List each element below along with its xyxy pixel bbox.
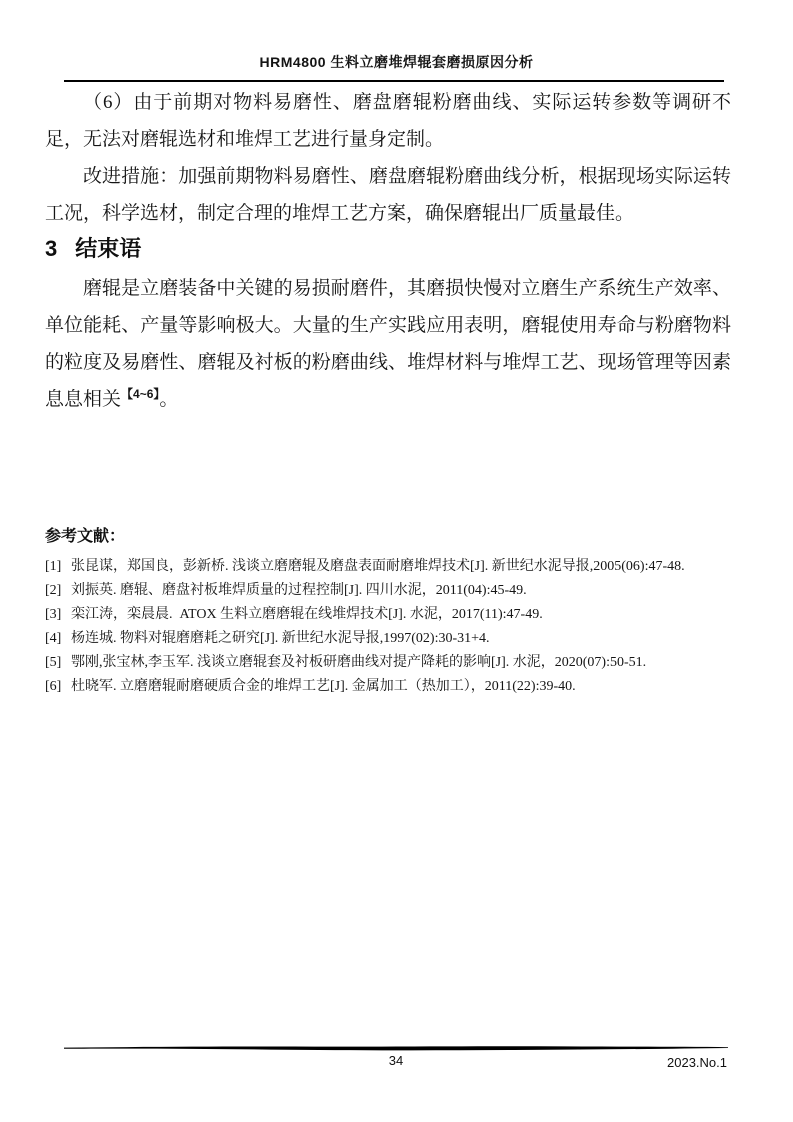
issue-label: 2023.No.1 xyxy=(667,1055,727,1070)
paragraph-improvement-measures: 改进措施：加强前期物料易磨性、磨盘磨辊粉磨曲线分析，根据现场实际运转工况，科学选材，制定合理的堆焊工艺方案，确保磨辊出厂质量最佳。 xyxy=(45,166,731,224)
reference-text: 刘振英. 磨辊、磨盘衬板堆焊质量的过程控制[J]. 四川水泥，2011(04):45-49. xyxy=(71,583,527,598)
citation-superscript: 【4~6】 xyxy=(121,387,160,401)
reference-item xyxy=(45,651,735,675)
paragraph-item-6: （6）由于前期对物料易磨性、磨盘磨辊粉磨曲线、实际运转参数等调研不足，无法对磨辊选材和堆焊工艺进行量身定制。 xyxy=(45,92,731,150)
reference-item xyxy=(45,603,735,627)
section-heading-conclusion xyxy=(45,234,731,264)
paragraph-conclusion xyxy=(45,270,731,418)
reference-text: 鄂刚,张宝林,李玉军. 浅谈立磨辊套及衬板研磨曲线对提产降耗的影响[J]. 水泥，2020(07):50-51. xyxy=(71,655,647,670)
header-rule xyxy=(64,80,724,82)
conclusion-period: 。 xyxy=(159,389,179,410)
section-number: 3 xyxy=(45,236,58,261)
references-heading: 参考文献： xyxy=(45,528,126,545)
reference-text: 杨连城. 物料对辊磨磨耗之研究[J]. 新世纪水泥导报,1997(02):30-31+4. xyxy=(71,631,490,646)
conclusion-text: 磨辊是立磨装备中关键的易损耐磨件，其磨损快慢对立磨生产系统生产效率、单位能耗、产量等影响极大。大量的生产实践应用表明，磨辊使用寿命与粉磨物料的粒度及易磨性、磨辊及衬板的粉磨曲线、堆焊材料与堆焊工艺、现场管理等因素息息相关 xyxy=(45,278,731,410)
reference-label: [1] xyxy=(45,559,62,574)
reference-text: 杜晓军. 立磨磨辊耐磨硬质合金的堆焊工艺[J]. 金属加工（热加工），2011(22):39-40. xyxy=(71,679,576,694)
reference-label: [2] xyxy=(45,583,62,598)
body-text-block xyxy=(45,84,731,418)
reference-text: 张昆谋，郑国良，彭新桥. 浅谈立磨磨辊及磨盘表面耐磨堆焊技术[J]. 新世纪水泥导报,2005(06):47-48. xyxy=(71,559,685,574)
reference-text: 栾江涛，栾晨晨. ATOX 生料立磨磨辊在线堆焊技术[J]. 水泥，2017(11):47-49. xyxy=(71,607,543,622)
page-number: 34 xyxy=(388,1053,404,1068)
references-section xyxy=(45,527,735,699)
references-list xyxy=(45,555,735,699)
reference-item xyxy=(45,627,735,651)
footer-rule xyxy=(64,1045,728,1052)
reference-label: [4] xyxy=(45,631,62,646)
reference-item xyxy=(45,675,735,699)
reference-item xyxy=(45,555,735,579)
section-title: 结束语 xyxy=(75,236,142,261)
reference-label: [5] xyxy=(45,655,62,670)
reference-item xyxy=(45,579,735,603)
reference-label: [6] xyxy=(45,679,62,694)
running-header-title: HRM4800 生料立磨堆焊辊套磨损原因分析 xyxy=(259,54,534,70)
reference-label: [3] xyxy=(45,607,62,622)
